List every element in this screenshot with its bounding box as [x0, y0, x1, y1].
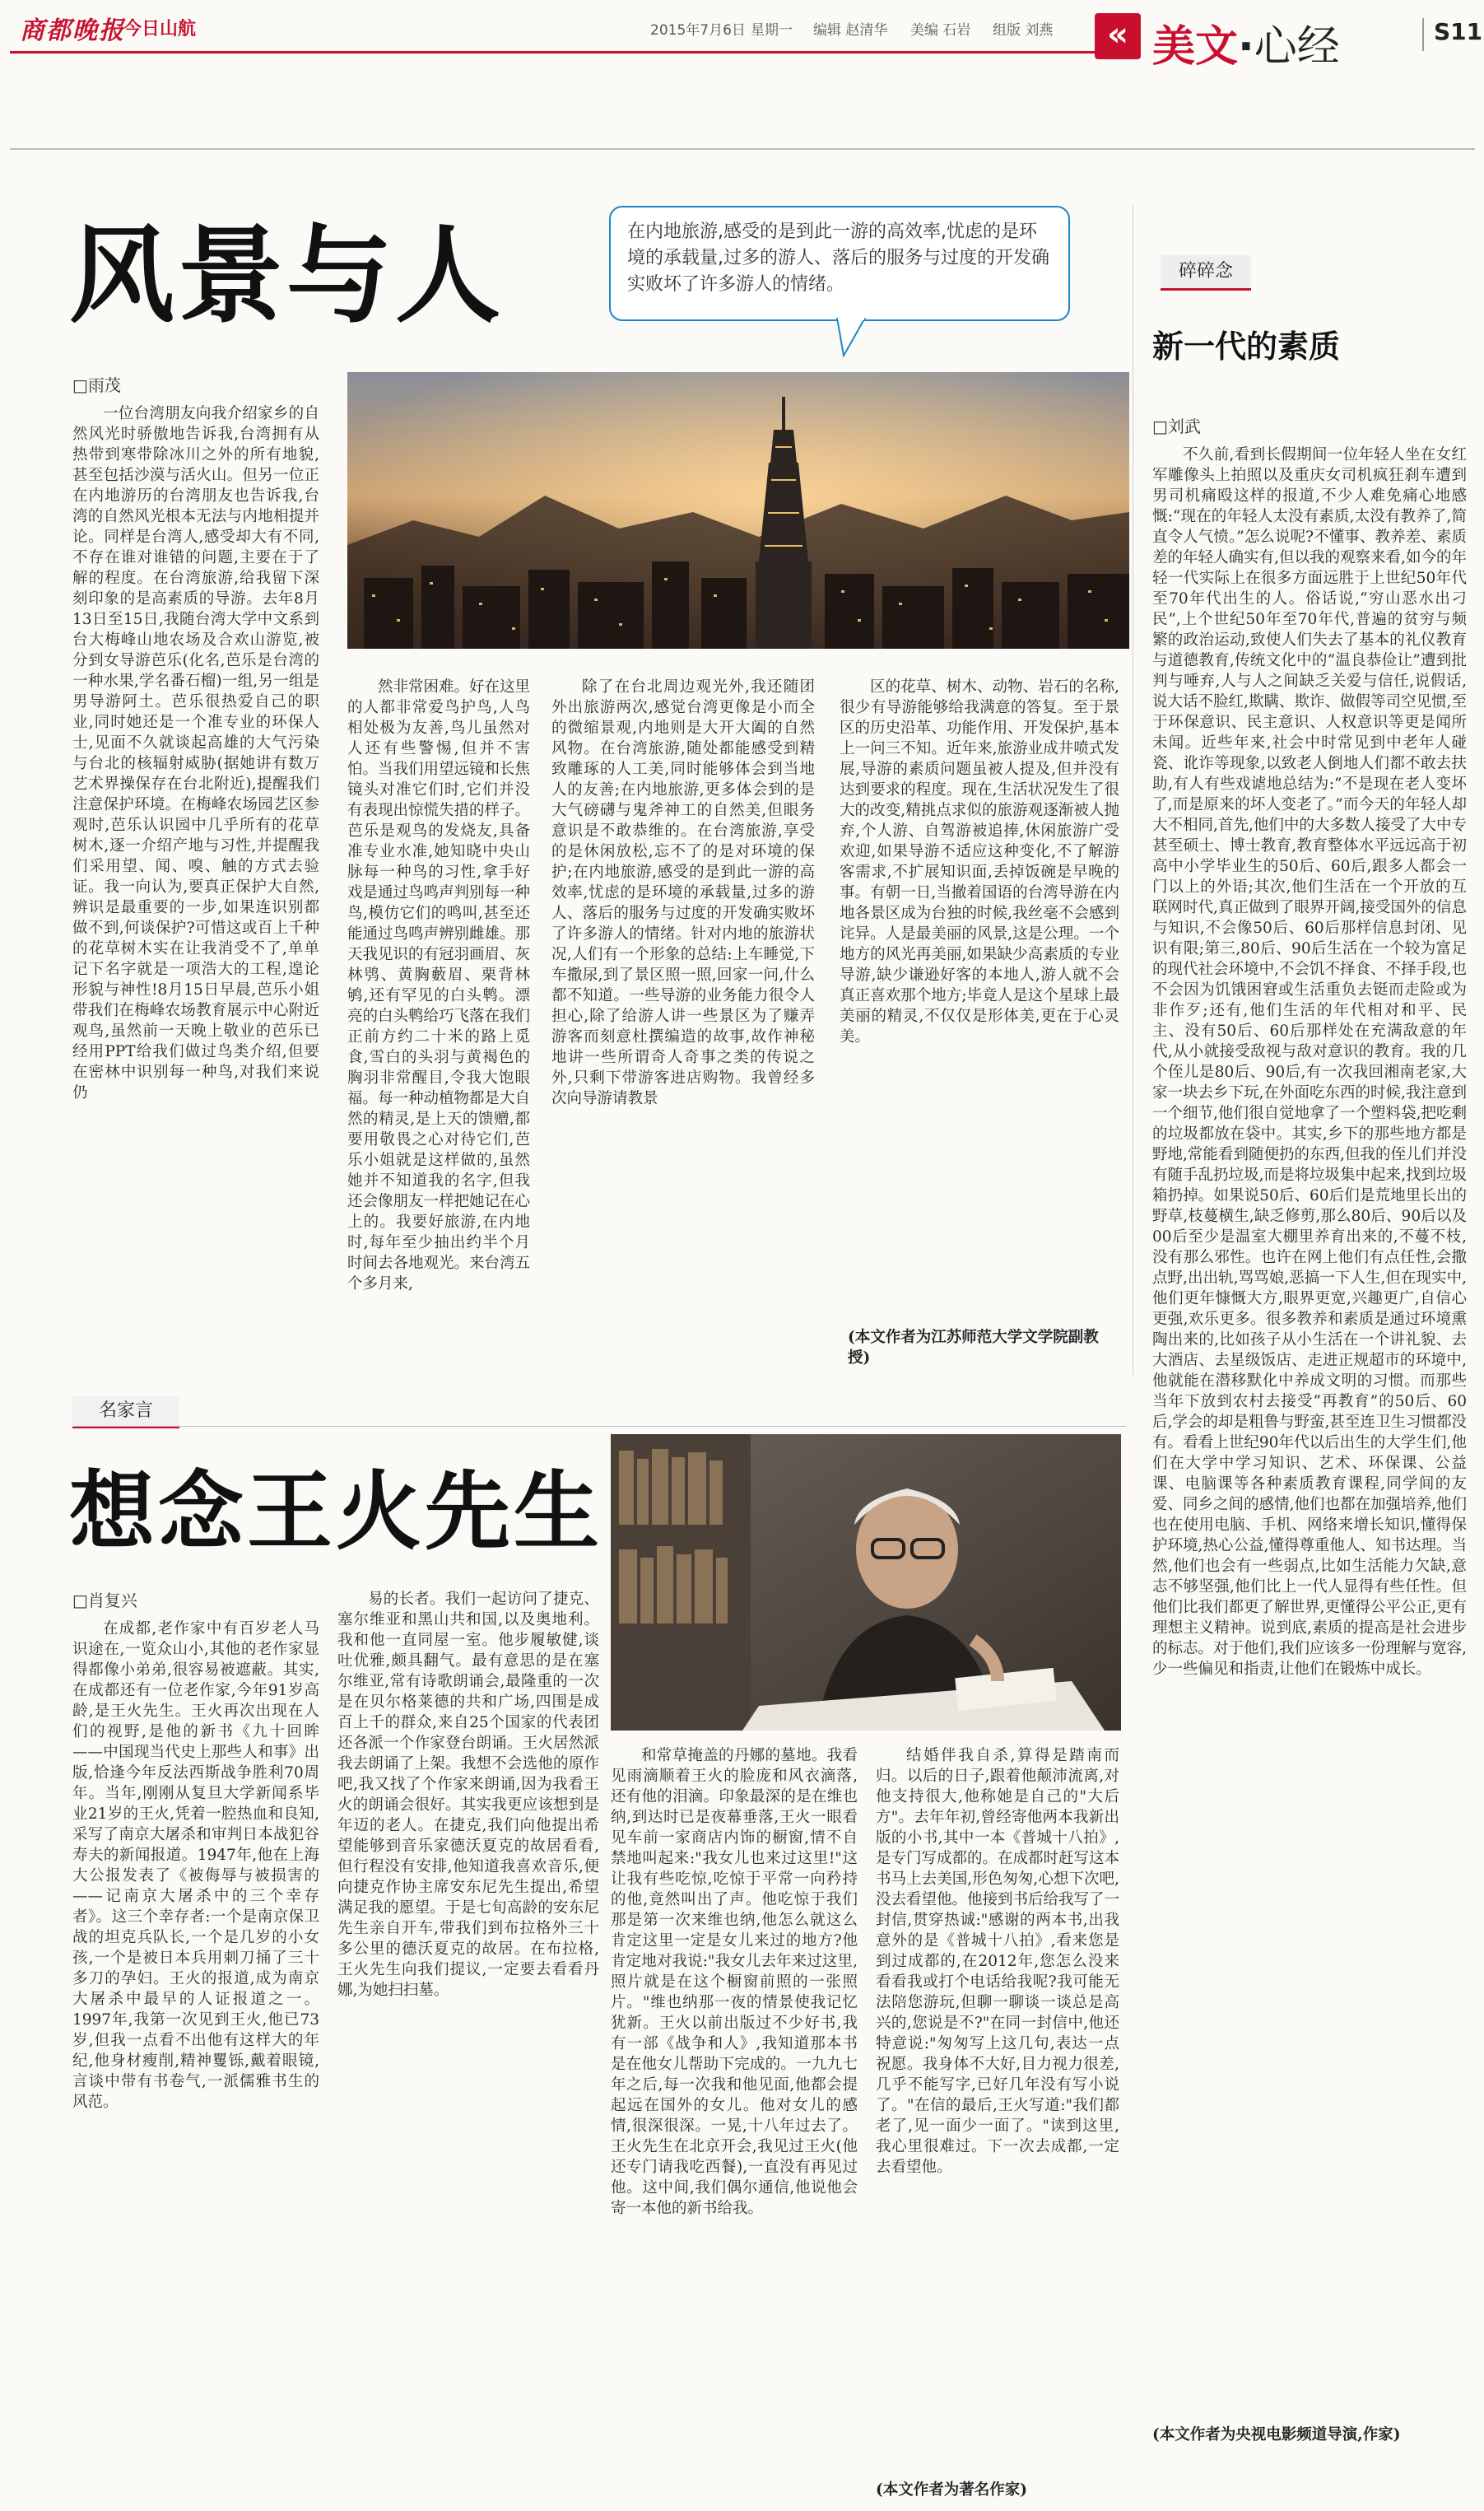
article1-column-4-text: 区的花草、树木、动物、岩石的名称,很少有导游能够给我满意的答复。至于景区的历史沿革、功能作用、开发保护,基本上一问三不知。近年来,旅游业成井喷式发展,导游的素质问题虽被人提及,但并没有达到要求的程度。现在,生活状况发生了很大的改变,精挑点求似的旅游观逐渐被人抛弃,个人游、自驾游被追捧,休闲旅游广受欢迎,如果导游不适应这种变化,不了解游客需求,不扩展知识面,丢掉饭碗是早晚的事。有朝一日,当撤着国语的台湾导游在内地各景区成为台独的时候,我丝毫不会感到诧异。人是最美丽的风景,这是公理。一个地方的风光再美丽,如果缺少高素质的专业导游,缺少谦逊好客的本地人,游人就不会真正喜欢那个地方;毕竟人是这个星球上最美丽的精灵,不仅仅是形体美,更在于心灵美。: [840, 678, 1119, 1046]
speech-bubble-tail-icon: [835, 318, 868, 357]
issue-date: 2015年7月6日: [650, 22, 746, 39]
newspaper-logo: 商都晚报: [20, 16, 125, 45]
header-divider: [10, 148, 1475, 150]
sidebar-body: [1152, 445, 1467, 2416]
article2-column-1-text: 在成都,老作家中有百岁老人马识途在,一览众山小,其他的老作家显得都像小弟弟,很容易被遮蔽。其实,在成都还有一位老作家,今年91岁高龄,是王火先生。王火再次出现在人们的视野,是他的新书《九十回眸——中国现当代史上那些人和事》出版,恰逢今年反法西斯战争胜利70周年。当年,刚刚从复旦大学新闻系毕业21岁的王火,凭着一腔热血和良知,采写了南京大屠杀和审判日本战犯谷寿夫的新闻报道。1947年,他在上海大公报发表了《被侮辱与被损害的——记南京大屠杀中的三个幸存者》。这三个幸存者:一个是南京保卫战的坦克兵队长,一个是几岁的小女孩,一个是被日本兵用刺刀捅了三十多刀的孕妇。王火的报道,成为南京大屠杀中最早的人证报道之一。1997年,我第一次见到王火,他已73岁,但我一点看不出他有这样大的年纪,他身材瘦削,精神矍铄,戴着眼镜,言谈中带有书卷气,一派儒雅书生的风范。: [72, 1620, 319, 2111]
article1-column-2-text: 然非常困难。好在这里的人都非常爱鸟护鸟,人鸟相处极为友善,鸟儿虽然对人还有些警惕,但并不害怕。当我们用望远镜和长焦镜头对准它们时,它们并没有表现出惊慌失措的样子。芭乐是观鸟的发烧友,具备准专业水准,她知晓中央山脉每一种鸟的习性,拿手好戏是通过鸟鸣声判别每一种鸟,模仿它们的鸣叫,甚至还能通过鸟鸣声辨别雌雄。那天我见识的有冠羽画眉、灰林鸮、黄胸藪眉、栗背林鸲,还有罕见的白头鹎。漂亮的白头鹎给巧飞落在我们正前方约二十米的路上觅食,雪白的头羽与黄褐色的胸羽非常醒目,令我大饱眼福。每一种动植物都是大自然的精灵,是上天的馈赠,都要用敬畏之心对待它们,芭乐小姐就是这样做的,虽然她并不知道我的名字,但我还会像朋友一样把她记在心上的。我要好旅游,在内地时,每年至少抽出约半个月时间去各地观光。来台湾五个多月来,: [347, 678, 530, 1293]
page-number: S11: [1422, 18, 1482, 51]
sidebar-byline: □刘武: [1152, 417, 1201, 436]
article1-column-3-text: 除了在台北周边观光外,我还随团外出旅游两次,感觉台湾更像是小而全的微缩景观,内地则是大开大阖的自然风物。在台湾旅游,随处都能感受到精致雕琢的人工美,同时能够体会到当地人的友善;在内地旅游,更多体会到的是大气磅礴与鬼斧神工的自然美,但眼务意识是不敢恭维的。在台湾旅游,享受的是休闲放松,忘不了的是对环境的保护;在内地旅游,感受的是到此一游的高效率,忧虑的是环境的承载量,过多的游人、落后的服务与过度的开发确实败坏了许多游人的情绪。针对内地的旅游状况,人们有一个形象的总结:上车睡觉,下车撒尿,到了景区照一照,回家一问,什么都不知道。一些导游的业务能力很令人担心,除了给游人讲一些景区为了赚弄游客而刻意杜撰编造的故事,故作神秘地讲一些所谓奇人奇事之类的传说之外,只剩下带游客进店购物。我曾经多次向导游请教景: [551, 678, 815, 1107]
article1-byline: □雨茂: [72, 375, 121, 395]
section-subtitle: 心经: [1254, 22, 1340, 72]
article2-title: 想念王火先生: [69, 1461, 603, 1562]
sidebar-column-label: 碎碎念: [1161, 255, 1251, 291]
article2-column-3: [611, 1745, 858, 2507]
editor-credit: 编辑 赵清华: [813, 22, 888, 39]
sidebar-title: 新一代的素质: [1152, 328, 1341, 365]
article2-column-3-text: 和常草掩盖的丹娜的墓地。我看见雨滴顺着王火的脸庞和风衣滴落,还有他的泪滴。印象最深的是在维也纳,到达时已是夜幕垂落,王火一眼看见车前一家商店内饰的橱窗,情不自禁地叫起来:"我女儿也来过这里!"这让我有些吃惊,吃惊于平常一向矜持的他,竟然叫出了声。他吃惊于我们那是第一次来维也纳,他怎么就这么肯定这里一定是女儿来过的地方?他肯定地对我说:"我女儿去年来过这里,照片就是在这个橱窗前照的一张照片。"维也纳那一夜的情景使我记忆犹新。王火以前出版过不少好书,我有一部《战争和人》,我知道那本书是在他女儿帮助下完成的。一九九七年之后,每一次我和他见面,他都会提起远在国外的女儿。他对女儿的感情,很深很深。一晃,十八年过去了。王火先生在北京开会,我见过王火(他还专门请我吃西餐),一直没有再见过他。这中间,我们偶尔通信,他说他会寄一本他的新书给我。: [611, 1747, 858, 2217]
taipei-skyline-image: [347, 372, 1129, 649]
article2-column-2: [337, 1589, 599, 2507]
article1-photo: [347, 372, 1129, 649]
article1-column-2: [347, 677, 530, 1368]
article2-byline: □肖复兴: [72, 1591, 137, 1610]
sidebar-body-text: 不久前,看到长假期间一位年轻人坐在女红军雕像头上拍照以及重庆女司机疯狂刹车遭到男司机痛殴这样的报道,不少人难免痛心地感慨:“现在的年轻人太没有素质,太没有教养了,简直令人气愤。”怎么说呢?不懂事、教养差、素质差的年轻人确实有,但以我的观察来看,如今的年轻一代实际上在很多方面远胜于上世纪50年代至70年代出生的人。俗话说,“穷山恶水出刁民”,上个世纪50年至70年代,普遍的贫穷与频繁的政治运动,致使人们失去了基本的礼仪教育与道德教育,传统文化中的“温良恭俭让”遭到批判与唾弃,人与人之间缺乏关爱与信任,说假话,说大话不脸红,欺瞒、欺诈、做假等司空见惯,至于环保意识、民主意识、人权意识等更是闻所未闻。近些年来,社会中时常见到中老年人碰瓷、讹诈等现象,以致老人倒地人们都不敢去扶助,有人有些戏谑地总结为:“不是现在老人变坏了,而是原来的坏人变老了。”而今天的年轻人却大不相同,首先,他们中的大多数人接受了大中专甚至硕士、博士教育,教育整体水平远远高于初高中小学毕业生的50后、60后,跟多人都会一门以上的外语;其次,他们生活在一个开放的互联网时代,真正做到了眼界开阔,接受国外的信息与知识,不会像50后、60后那样信息封闭、见识有限;第三,80后、90后生活在一个较为富足的现代社会环境中,不会饥不择食、不择手段,也不会因为饥饿困窘或生活重负去铤而走险或为非作歹;还有,他们生活的年代相对和平、民主、没有50后、60后那样处在充满敌意的年代,从小就接受敌视与敌对意识的教育。我的几个侄儿是80后、90后,有一次我回湘南老家,大家一块去乡下玩,在外面吃东西的时候,我注意到一个细节,他们很自觉地拿了一个塑料袋,把吃剩的垃圾都放在袋中。其实,乡下的那些地方都是野地,常能看到随便扔的东西,但我的侄儿们并没有随手乱扔垃圾,而是将垃圾集中起来,找到垃圾箱扔掉。如果说50后、60后们是荒地里长出的野草,枝蔓横生,缺乏修剪,那么80后、90后以及00后至少是温室大棚里养育出来的,不蔓不枝,没有那么邪性。也许在网上他们有点任性,会撒点野,出出轨,骂骂娘,恶搞一下人生,但在现实中,他们更年慷慨大方,眼界更宽,兴趣更广,自信心更强,欢乐更多。很多教养和素质是通过环境熏陶出来的,比如孩子从小生活在一个讲礼貌、去大酒店、去星级饭店、走进正规超市的环境中,他就能在潜移默化中养成文明的习惯。而那些当年下放到农村去接受“再教育”的50后、60后,学会的却是粗鲁与野蛮,甚至连卫生习惯都没有。看看上世纪90年代以后出生的大学生们,他们在大学中学习知识、艺术、环保课、公益课、电脑课等各种素质教育课程,同学间的友爱、同乡之间的感情,他们也都在加强培养,他们也在使用电脑、手机、网络来增长知识,懂得保护环境,热心公益,懂得尊重他人、知书达理。当然,他们也会有一些弱点,比如生活能力欠缺,意志不够坚强,他们比上一代人显得有些任性。但他们比我们都更了解世界,更懂得公平公正,更有理想主义精神。说到底,素质的提高是社会进步的标志。对于他们,我们应该多一份理解与宽容,少一些偏见和指责,让他们在锻炼中成长。: [1152, 446, 1467, 1678]
article2-column-2-text: 易的长者。我们一起访问了捷克、塞尔维亚和黑山共和国,以及奥地利。我和他一直同屋一室。他步履敏健,谈吐优雅,颇具翻气。最有意思的是在塞尔维亚,常有诗歌朗诵会,最隆重的一次是在贝尔格莱德的共和广场,四围是成百上千的群众,来自25个国家的代表团还各派一个作家登台朗诵。王火居然派我去朗诵了上架。我想不会选他的原作吧,我又找了个作家来朗诵,因为我看王火的朗诵会很好。其实我更应该想到是年迈的老人。在捷克,我们向他提出希望能够到音乐家德沃夏克的故居看看,但行程没有安排,他知道我喜欢音乐,便向捷克作协主席安东尼先生提出,希望满足我的愿望。于是七旬高龄的安东尼先生亲自开车,带我们到布拉格外三十多公里的德沃夏克的故居。在布拉格,王火先生向我们提议,一定要去看看丹娜,为她扫扫墓。: [337, 1591, 599, 1999]
article1-column-3: [551, 677, 815, 1368]
article1-lead: 在内地旅游,感受的是到此一游的高效率,忧虑的是环境的承载量,过多的游人、落后的服务与过度的开发确实败坏了许多游人的情绪。: [609, 206, 1070, 321]
article2-column-4-text: 结婚伴我自杀,算得是踏南而归。以后的日子,跟着他颠沛流离,对他支持很大,他称她是自己的"大后方"。去年年初,曾经寄他两本我新出版的小书,其中一本《普城十八拍》,是专门写成都的。在成都时赶写这本书马上去美国,形色匆匆,心想下次吧,没去看望他。他接到书后给我写了一封信,贯穿热诚:"感谢的两本书,出我意外的是《普城十八拍》,看来您是到过成都的,在2012年,您怎么没来看看我或打个电话给我呢?我可能无法陪您游玩,但聊一聊谈一谈总是高兴的,您说是不?"在同一封信中,他还特意说:"匆匆写上这几句,表达一点祝愿。我身体不大好,目力视力很差,几乎不能写字,已好几年没有写小说了。"在信的最后,王火写道:"我们都老了,见一面少一面了。"读到这里,我心里很难过。下一次去成都,一定去看望他。: [876, 1747, 1119, 2176]
article2-column-1: [72, 1619, 319, 2508]
issue-weekday: 星期一: [751, 22, 793, 39]
edition-label: 今日山航: [123, 18, 197, 40]
masthead-rule: [10, 51, 1095, 54]
article1-column-4: [840, 677, 1119, 1327]
article1-column-1-text: 一位台湾朋友向我介绍家乡的自然风光时骄傲地告诉我,台湾拥有从热带到寒带除冰川之外的所有地貌,甚至包括沙漠与活火山。但另一位正在内地游历的台湾朋友也告诉我,台湾的自然风光根本无法与内地相提并论。同样是台湾人,感受却大有不同,不存在谁对谁错的问题,主要在于了解的程度。在台湾旅游,给我留下深刻印象的是高素质的导游。去年8月13日至15日,我随台湾大学中文系到台大梅峰山地农场及合欢山游览,被分到女导游芭乐(化名,芭乐是台湾的一种水果,学名番石榴)一组,另一组是男导游阿土。芭乐很热爱自己的职业,同时她还是一个准专业的环保人士,见面不久就谈起高雄的大气污染与台北的核辐射威胁(据她讲有数万艺术界操保存在台北附近),提醒我们注意保护环境。在梅峰农场园艺区参观时,芭乐认识园中几乎所有的花草树木,逐一介绍产地与习性,并提醒我们采用望、闻、嗅、触的方式去验证。我一向认为,要真正保护大自然,辨识是最重要的一步,如果连识别都做不到,何谈保护?可惜这或百上千种的花草树木实在让我消受不了,单单记下名字就是一项浩大的工程,遑论形貌与神性!8月15日早晨,芭乐小姐带我们在梅峰农场教育展示中心附近观鸟,虽然前一天晚上敬业的芭乐已经用PPT给我们做过鸟类介绍,但要在密林中识别每一种鸟,对我们来说仍: [72, 405, 319, 1102]
section-title: [1152, 12, 1340, 73]
article2-kicker: 名家言: [72, 1396, 179, 1428]
section-name: 美文: [1152, 22, 1239, 72]
author-portrait-image: [611, 1434, 1121, 1731]
article2-column-4: [876, 1745, 1119, 2478]
article1-author-note: (本文作者为江苏师范大学文学院副教授): [848, 1329, 1099, 1367]
art-editor-credit: 美编 石岩: [910, 22, 971, 39]
article2-photo: [611, 1434, 1121, 1731]
article1-title: 风景与人: [69, 215, 505, 338]
sidebar-author-note: (本文作者为央视电影频道导演,作家): [1152, 2426, 1401, 2443]
article2-top-rule: [72, 1426, 1126, 1427]
double-chevron-left-icon: «: [1095, 13, 1141, 59]
article1-column-1: [72, 403, 319, 1371]
section-separator: ·: [1238, 22, 1254, 72]
article2-author-note: (本文作者为著名作家): [876, 2481, 1028, 2499]
layout-credit: 组版 刘燕: [993, 22, 1054, 39]
